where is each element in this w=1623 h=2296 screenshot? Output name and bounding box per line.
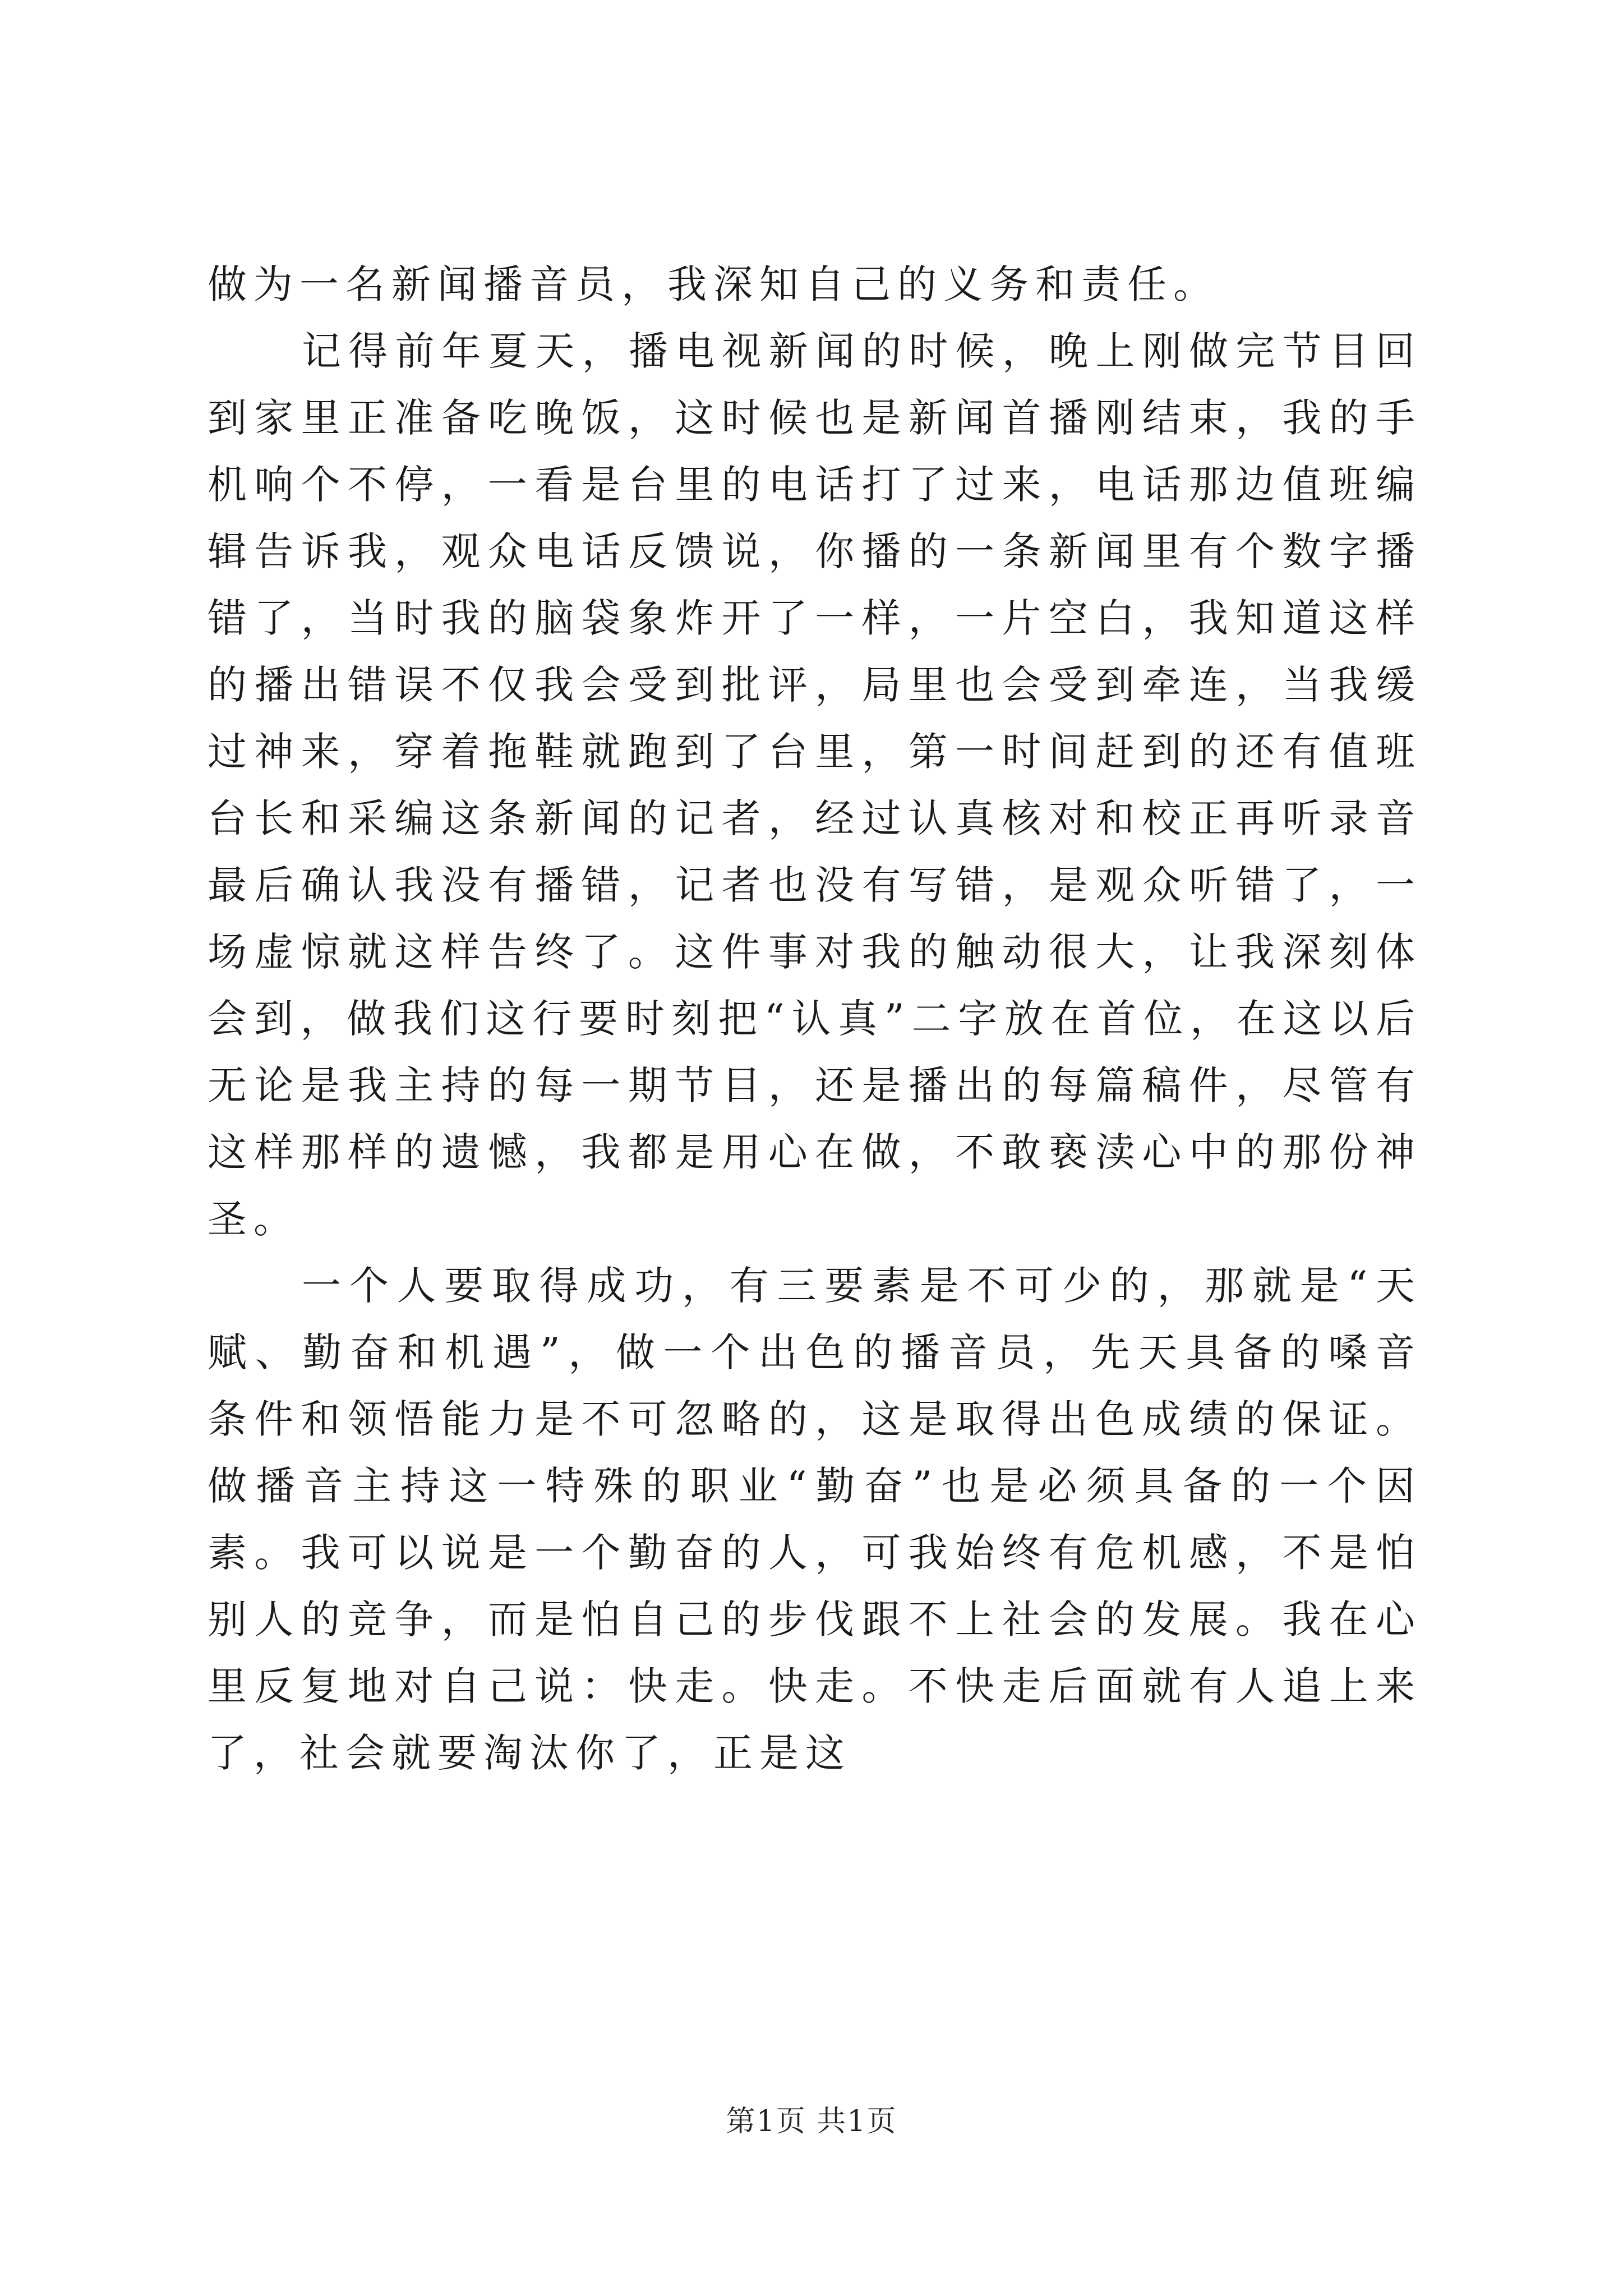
paragraph-continuation: 做为一名新闻播音员，我深知自己的义务和责任。 bbox=[208, 261, 1219, 307]
document-body bbox=[208, 251, 1422, 1787]
paragraph-broadcast-incident: 记得前年夏天，播电视新闻的时候，晚上刚做完节目回到家里正准备吃晚饭，这时候也是新闻首播刚结束，我的手机响个不停，一看是台里的电话打了过来，电话那边值班编辑告诉我，观众电话反馈说，你播的一条新闻里有个数字播错了，当时我的脑袋象炸开了一样，一片空白，我知道这样的播出错误不仅我会受到批评，局里也会受到牵连，当我缓过神来，穿着拖鞋就跑到了台里，第一时间赶到的还有值班台长和采编这条新闻的记者，经过认真核对和校正再听录音最后确认我没有播错，记者也没有写错，是观众听错了，一场虚惊就这样告终了。这件事对我的触动很大，让我深刻体会到，做我们这行要时刻把“认真”二字放在首位，在这以后无论是我主持的每一期节目，还是播出的每篇稿件，尽管有这样那样的遗憾，我都是用心在做，不敢亵渎心中的那份神圣。 bbox=[208, 328, 1422, 1242]
page-footer: 第1页 共1页 bbox=[726, 2105, 897, 2138]
paragraph-success-factors: 一个人要取得成功，有三要素是不可少的，那就是“天赋、勤奋和机遇”，做一个出色的播音员，先天具备的嗓音条件和领悟能力是不可忽略的，这是取得出色成绩的保证。做播音主持这一特殊的职业“勤奋”也是必须具备的一个因素。我可以说是一个勤奋的人，可我始终有危机感，不是怕别人的竞争，而是怕自己的步伐跟不上社会的发展。我在心里反复地对自己说：快走。快走。不快走后面就有人追上来了，社会就要淘汰你了，正是这 bbox=[208, 1263, 1422, 1776]
